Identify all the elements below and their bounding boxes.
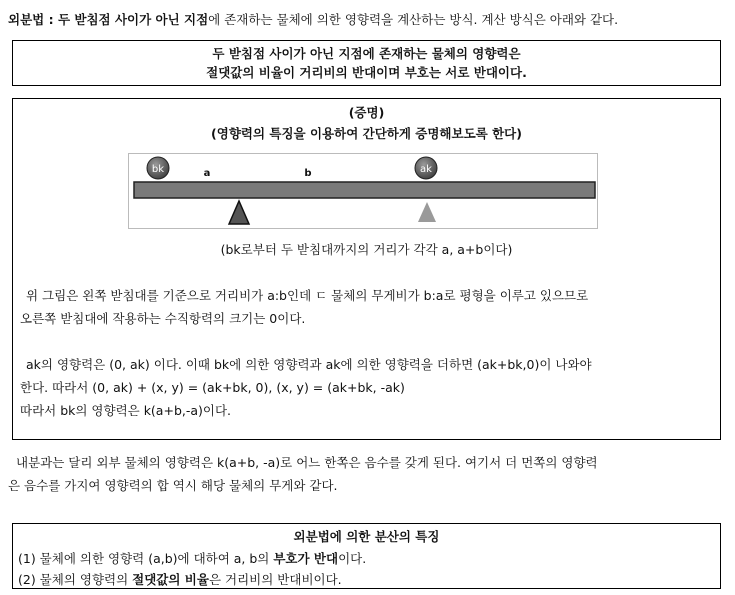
bk-weight-label: bk xyxy=(151,164,165,175)
distance-b-label: b xyxy=(304,168,312,179)
features-item-2-post: 은 거리비의 반대비이다. xyxy=(208,572,342,587)
proof-para2-line2: 한다. 따라서 (0, ak) + (x, y) = (ak+bk, 0), (x, y) = (ak+bk, -ak) xyxy=(20,380,405,395)
features-item-1 xyxy=(18,549,366,567)
ak-weight-label: ak xyxy=(420,164,432,175)
outside-para-line1: 내분과는 달리 외부 물체의 영향력은 k(a+b, -a)로 어느 한쪽은 음수를 갖게 된다. 여기서 더 먼쪽의 영향력 xyxy=(16,455,598,470)
outside-para-line2: 은 음수를 가지여 영향력의 합 역시 해당 물체의 무게와 같다. xyxy=(8,478,338,493)
proof-para2-line1: ak의 영향력은 (0, ak) 이다. 이때 bk에 의한 영향력과 ak에 의한 영향력을 더하면 (ak+bk,0)이 나와야 xyxy=(26,357,592,372)
seesaw-diagram xyxy=(128,153,598,229)
features-item-1-pre: (1) 물체에 의한 영향력 (a,b)에 대하여 a, b의 xyxy=(18,551,274,566)
features-title: 외분법에 의한 분산의 특징 xyxy=(293,529,440,544)
seesaw-svg xyxy=(129,154,597,228)
features-item-1-post: 이다. xyxy=(338,551,367,566)
seesaw-beam xyxy=(134,182,595,198)
right-fulcrum-icon xyxy=(418,202,436,222)
intro-term: 외분법 xyxy=(8,12,45,27)
rule-box xyxy=(12,40,721,86)
intro-bold-phrase: 두 받침점 사이가 아닌 지점 xyxy=(57,12,209,27)
features-item-2-bold: 절댓값의 비율 xyxy=(132,572,209,587)
intro-rest: 에 존재하는 물체에 의한 영향력을 계산하는 방식. 계산 방식은 아래와 같다. xyxy=(208,12,619,27)
proof-para1-line2: 오른쪽 받침대에 작용하는 수직항력의 크기는 0이다. xyxy=(20,311,306,326)
proof-para2-line3: 따라서 bk의 영향력은 k(a+b,-a)이다. xyxy=(20,403,232,418)
features-item-2 xyxy=(18,570,342,588)
intro-line xyxy=(8,10,618,28)
intro-sep: : xyxy=(44,12,58,27)
proof-title: (증명) xyxy=(348,105,385,120)
proof-subtitle: (영향력의 특징을 이용하여 간단하게 증명해보도록 한다) xyxy=(211,126,522,141)
features-item-1-bold: 부호가 반대 xyxy=(273,551,339,566)
features-item-2-pre: (2) 물체의 영향력의 xyxy=(18,572,133,587)
proof-para1-line1: 위 그림은 왼쪽 받침대를 기준으로 거리비가 a:b인데 ㄷ 물체의 무게비가 b:a로 평형을 이루고 있으므로 xyxy=(26,288,589,303)
distance-a-label: a xyxy=(203,168,211,179)
diagram-caption: (bk로부터 두 받침대까지의 거리가 각각 a, a+b이다) xyxy=(220,242,513,257)
left-fulcrum-icon xyxy=(229,201,249,224)
rule-line-2: 절댓값의 비율이 거리비의 반대이며 부호는 서로 반대이다. xyxy=(206,65,527,80)
rule-line-1: 두 받침점 사이가 아닌 지점에 존재하는 물체의 영향력은 xyxy=(212,46,521,61)
